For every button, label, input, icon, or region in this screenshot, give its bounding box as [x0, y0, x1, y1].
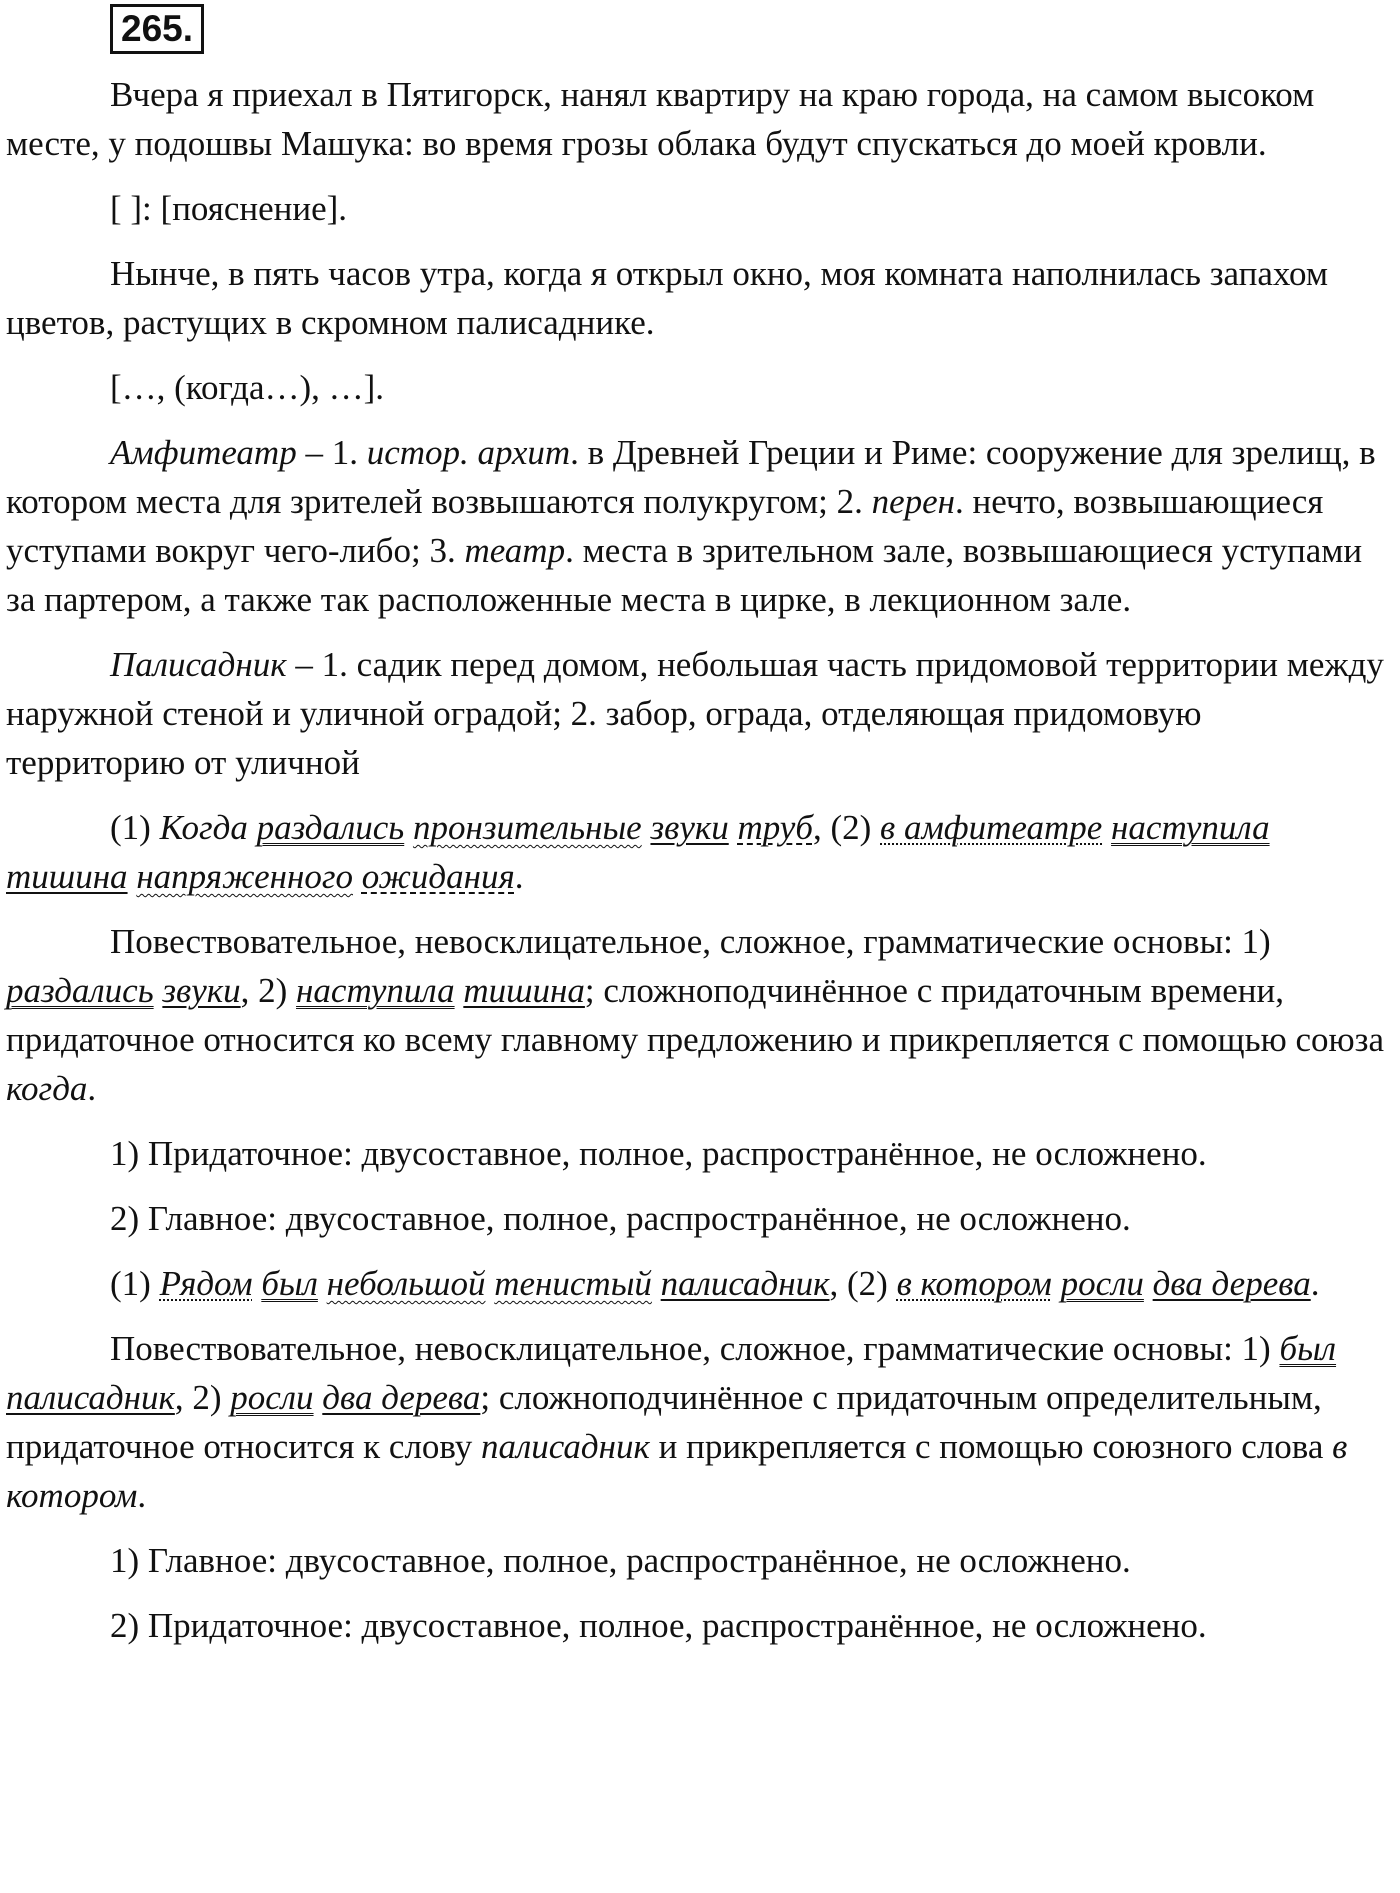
- analysis-1-part-2: 2) Главное: двусоставное, полное, распространённое, не осложнено.: [110, 1199, 1131, 1238]
- adverbial: Рядом: [159, 1264, 253, 1303]
- def-term: Палисадник: [110, 645, 287, 684]
- def-mark: театр: [464, 531, 566, 570]
- def-term: Амфитеатр: [110, 433, 297, 472]
- analysis-1-part-1: 1) Придаточное: двусоставное, полное, распространённое, не осложнено.: [110, 1134, 1207, 1173]
- adverbial: в котором: [896, 1264, 1052, 1303]
- definition-amphitheater: Амфитеатр – 1. истор. архит. в Древней Греции и Риме: сооружение для зрелищ, в котором места для зрителей возвышаются полукругом; 2. перен. нечто, возвышающиеся уступами вокруг чего-либо; 3. театр. места в зрительном зале, возвышающиеся уступами за партером, а также так расположенные места в цирке, в лекционном зале.: [6, 433, 1376, 619]
- parsed-sentence-2: (1) Рядом был небольшой тенистый палисадник, (2) в котором росли два дерева.: [110, 1264, 1320, 1303]
- attribute: пронзительные: [412, 808, 642, 847]
- adverbial: в амфитеатре: [880, 808, 1103, 847]
- definition-palisade: Палисадник – 1. садик перед домом, небольшая часть придомовой территории между наружной стеной и уличной оградой; 2. забор, ограда, отделяющая придомовую территорию от уличной: [6, 645, 1384, 782]
- object: труб: [737, 808, 813, 847]
- scheme-1: [ ]: [пояснение].: [110, 189, 348, 228]
- object: ожидания: [361, 857, 515, 896]
- predicate: наступила: [1111, 808, 1270, 847]
- sentence-1: Вчера я приехал в Пятигорск, нанял квартиру на краю города, на самом высоком месте, у подошвы Машука: во время грозы облака будут спускаться до моей кровли.: [6, 75, 1315, 163]
- subject: звуки: [650, 808, 729, 847]
- exercise-number: 265.: [110, 4, 204, 54]
- analysis-2-part-1: 1) Главное: двусоставное, полное, распространённое, не осложнено.: [110, 1541, 1131, 1580]
- subject: два дерева: [1152, 1264, 1311, 1303]
- scheme-2: […, (когда…), …].: [110, 368, 385, 407]
- predicate: был: [261, 1264, 318, 1303]
- document-body: [6, 70, 1386, 1666]
- analysis-1: Повествовательное, невосклицательное, сложное, грамматические основы: 1) раздались звуки, 2) наступила тишина; сложноподчинённое с придаточным времени, придаточное относится ко всему главному предложению и прикрепляется с помощью союза когда.: [6, 922, 1385, 1108]
- attribute: небольшой: [326, 1264, 486, 1303]
- analysis-2: Повествовательное, невосклицательное, сложное, грамматические основы: 1) был палисадник, 2) росли два дерева; сложноподчинённое с придаточным определительным, придаточное относится к слову палисадник и прикрепляется с помощью союзного слова в котором.: [6, 1329, 1348, 1515]
- parsed-sentence-1: (1) Когда раздались пронзительные звуки труб, (2) в амфитеатре наступила тишина напряженного ожидания.: [6, 808, 1270, 896]
- attribute: напряженного: [136, 857, 353, 896]
- def-mark: истор. архит: [366, 433, 571, 472]
- def-mark: перен: [871, 482, 956, 521]
- sentence-2: Нынче, в пять часов утра, когда я открыл окно, моя комната наполнилась запахом цветов, растущих в скромном палисаднике.: [6, 254, 1329, 342]
- subject: палисадник: [660, 1264, 830, 1303]
- subject: тишина: [6, 857, 128, 896]
- predicate: росли: [1060, 1264, 1144, 1303]
- predicate: раздались: [256, 808, 405, 847]
- attribute: тенистый: [494, 1264, 652, 1303]
- analysis-2-part-2: 2) Придаточное: двусоставное, полное, распространённое, не осложнено.: [110, 1606, 1207, 1645]
